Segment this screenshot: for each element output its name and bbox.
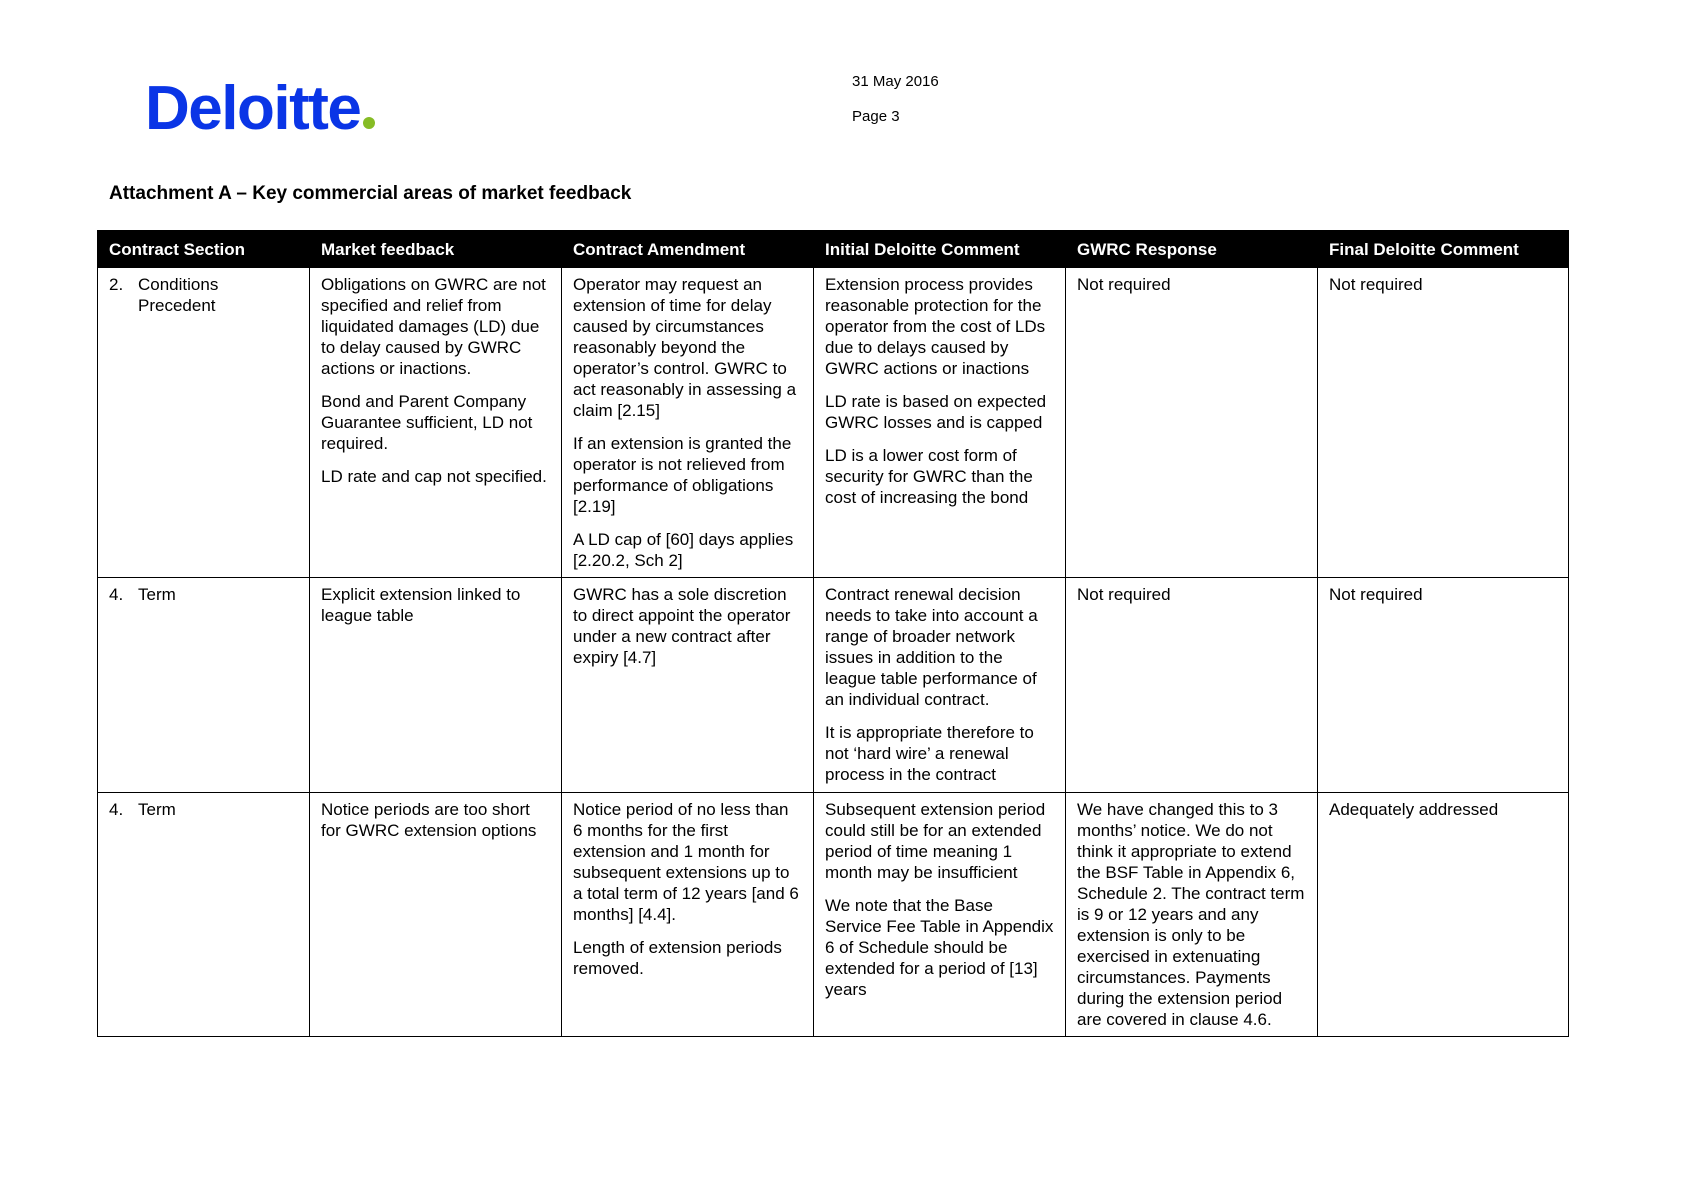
column-header: Contract Amendment — [562, 231, 814, 268]
cell-paragraph: LD rate is based on expected GWRC losses and is capped — [825, 392, 1047, 432]
logo-text: Deloitte — [145, 74, 361, 143]
document-date: 31 May 2016 — [852, 73, 939, 90]
contract-amendment-cell — [562, 268, 814, 578]
cell-paragraph: We note that the Base Service Fee Table in Appendix 6 of Schedule should be extended for a period of [13] years — [825, 896, 1054, 999]
cell-paragraph: GWRC has a sole discretion to direct appoint the operator under a new contract after expiry [4.7] — [573, 585, 791, 667]
cell-paragraph: We have changed this to 3 months’ notice. We do not think it appropriate to extend the BSF Table in Appendix 6, Schedule 2. The contract term is 9 or 12 years and any extension is only to be exercised in extenuating circumstances. Payments during the extension period are covered in clause 4.6. — [1077, 800, 1305, 1029]
table-row — [98, 268, 1569, 578]
cell-paragraph: Explicit extension linked to league table — [321, 585, 521, 625]
deloitte-logo — [145, 74, 375, 143]
feedback-table — [97, 230, 1569, 1037]
cell-paragraph: Notice periods are too short for GWRC extension options — [321, 800, 537, 840]
contract-section-cell — [98, 268, 310, 578]
column-header: Initial Deloitte Comment — [814, 231, 1066, 268]
final-comment-cell — [1318, 793, 1569, 1037]
cell-paragraph: Not required — [1329, 585, 1423, 604]
contract-amendment-cell — [562, 793, 814, 1037]
gwrc-response-cell — [1066, 578, 1318, 793]
cell-paragraph: Not required — [1077, 275, 1171, 294]
cell-paragraph: A LD cap of [60] days applies [2.20.2, Sch 2] — [573, 530, 794, 570]
cell-paragraph: Extension process provides reasonable protection for the operator from the cost of LDs due to delays caused by GWRC actions or inactions — [825, 275, 1046, 378]
cell-paragraph: Length of extension periods removed. — [573, 938, 782, 978]
section-number: 4. — [109, 800, 124, 819]
column-header: Final Deloitte Comment — [1318, 231, 1569, 268]
section-name: Term — [138, 585, 176, 604]
market-feedback-cell — [310, 578, 562, 793]
cell-paragraph: LD is a lower cost form of security for GWRC than the cost of increasing the bond — [825, 446, 1033, 507]
cell-paragraph: Contract renewal decision needs to take into account a range of broader network issues in addition to the league table performance of an individual contract. — [825, 585, 1038, 709]
section-name: Term — [138, 800, 176, 819]
initial-comment-cell — [814, 268, 1066, 578]
cell-paragraph: Notice period of no less than 6 months for the first extension and 1 month for subsequent extensions up to a total term of 12 years [and 6 months] [4.4]. — [573, 800, 799, 924]
cell-paragraph: Not required — [1329, 275, 1423, 294]
cell-paragraph: If an extension is granted the operator is not relieved from performance of obligations [2.19] — [573, 434, 792, 516]
contract-section-cell — [98, 793, 310, 1037]
cell-paragraph: Not required — [1077, 585, 1171, 604]
contract-amendment-cell — [562, 578, 814, 793]
cell-paragraph: Subsequent extension period could still be for an extended period of time meaning 1 month may be insufficient — [825, 800, 1046, 882]
table-header-row — [98, 231, 1569, 268]
cell-paragraph: It is appropriate therefore to not ‘hard wire’ a renewal process in the contract — [825, 723, 1034, 784]
initial-comment-cell — [814, 578, 1066, 793]
gwrc-response-cell — [1066, 793, 1318, 1037]
section-number: 4. — [109, 585, 124, 604]
column-header: Contract Section — [98, 231, 310, 268]
final-comment-cell — [1318, 268, 1569, 578]
table-row — [98, 793, 1569, 1037]
cell-paragraph: Obligations on GWRC are not specified and relief from liquidated damages (LD) due to delay caused by GWRC actions or inactions. — [321, 275, 546, 378]
section-name: Conditions Precedent — [138, 275, 219, 315]
attachment-title: Attachment A – Key commercial areas of market feedback — [109, 183, 632, 204]
table-row — [98, 578, 1569, 793]
cell-paragraph: Bond and Parent Company Guarantee sufficient, LD not required. — [321, 392, 533, 453]
section-number: 2. — [109, 275, 124, 294]
cell-paragraph: Adequately addressed — [1329, 800, 1499, 819]
initial-comment-cell — [814, 793, 1066, 1037]
cell-paragraph: LD rate and cap not specified. — [321, 467, 547, 486]
column-header: GWRC Response — [1066, 231, 1318, 268]
column-header: Market feedback — [310, 231, 562, 268]
gwrc-response-cell — [1066, 268, 1318, 578]
logo-dot — [363, 117, 375, 129]
market-feedback-cell — [310, 793, 562, 1037]
final-comment-cell — [1318, 578, 1569, 793]
page-number: Page 3 — [852, 108, 900, 125]
cell-paragraph: Operator may request an extension of time for delay caused by circumstances reasonably beyond the operator’s control. GWRC to act reasonably in assessing a claim [2.15] — [573, 275, 797, 420]
contract-section-cell — [98, 578, 310, 793]
market-feedback-cell — [310, 268, 562, 578]
